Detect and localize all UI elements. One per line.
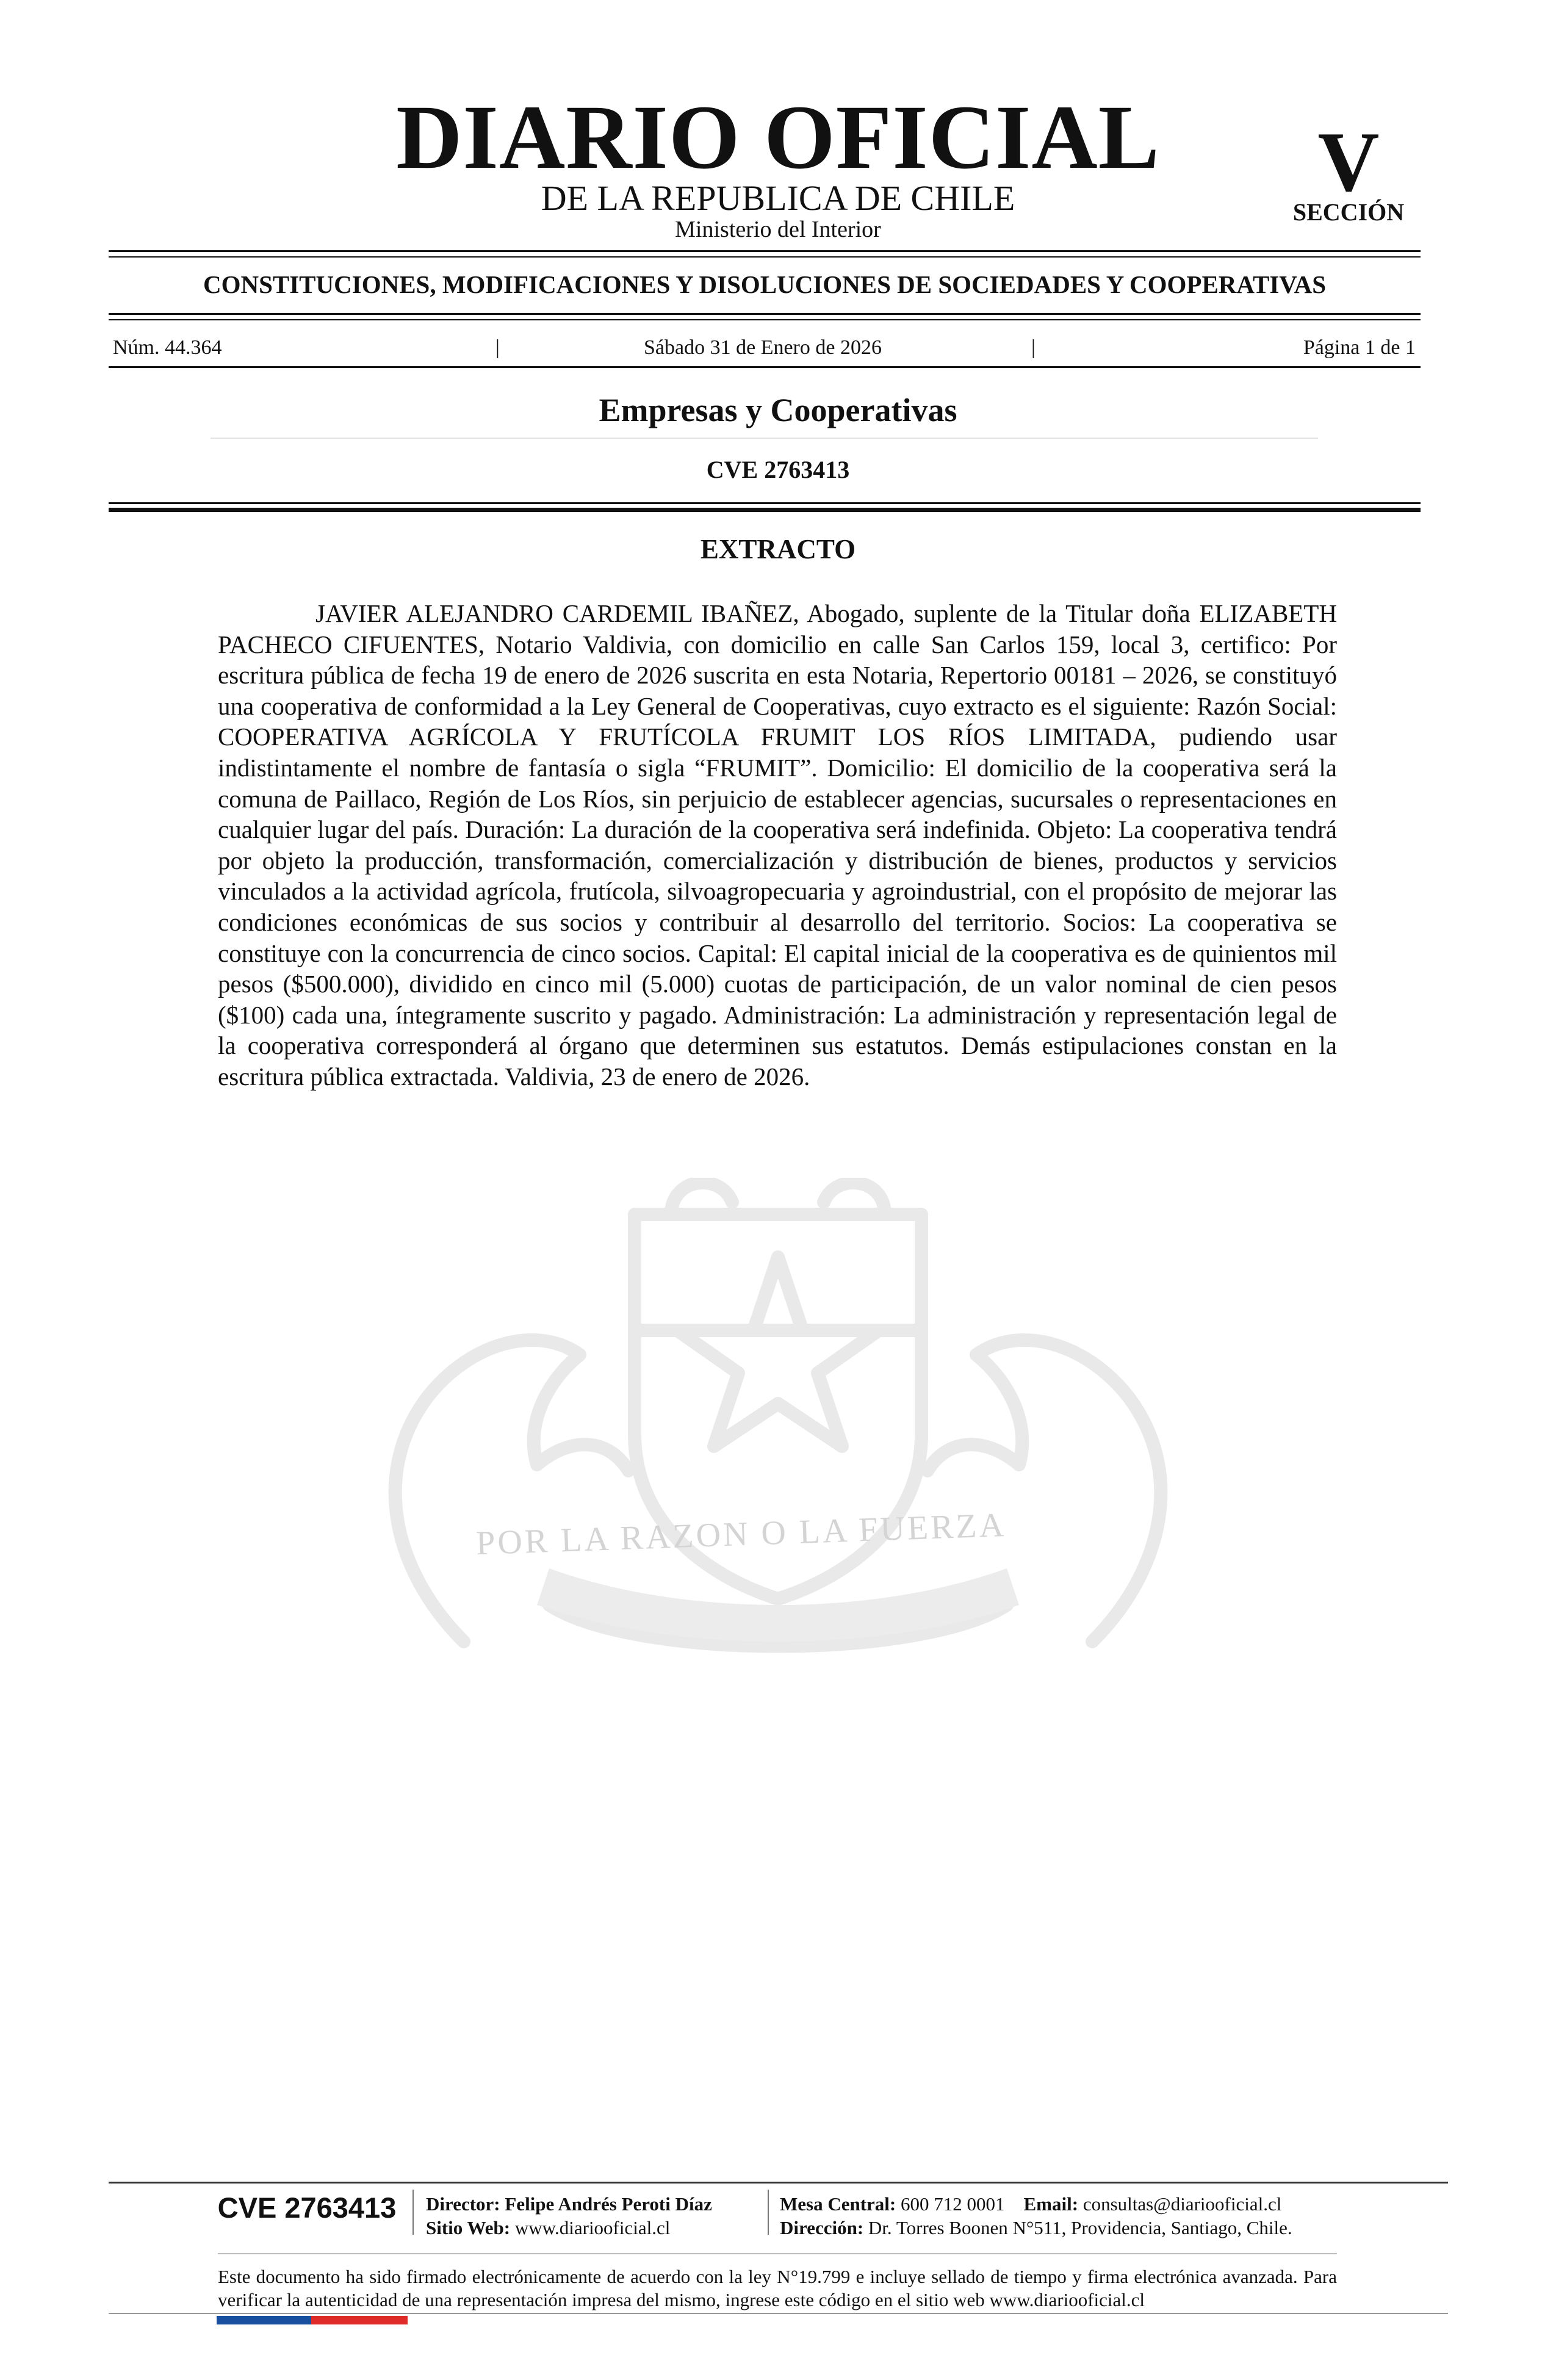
flag-stripe-red [311, 2316, 408, 2324]
section-letter: V [1317, 115, 1380, 209]
meta-divider [109, 366, 1421, 368]
footer-cve-code: CVE 2763413 [217, 2191, 397, 2224]
footer-website-link[interactable]: www.diariooficial.cl [514, 2217, 671, 2238]
ministry-label: Ministerio del Interior [675, 217, 881, 242]
watermark-motto: POR LA RAZON O LA FUERZA [475, 1506, 1007, 1563]
newspaper-title: DIARIO OFICIAL [396, 87, 1160, 188]
issue-number: Núm. 44.364 [113, 336, 222, 359]
document-heading: EXTRACTO [700, 534, 856, 564]
section-label: SECCIÓN [1292, 198, 1405, 226]
document-body: JAVIER ALEJANDRO CARDEMIL IBAÑEZ, Abogado, suplente de la Titular doña ELIZABETH PACHECO CIFUENTES, Notario Valdivia, con domicilio en calle San Carlos 159, local 3, certifico: Por escritura pública de fecha 19 de enero de 2026 suscrita en esta Notaria, Repertorio 00181 – 2026, se constituyó una cooperativa de conformidad a la Ley General de Cooperativas, cuyo extracto es el siguiente: Razón Social: COOPERATIVA AGRÍCOLA Y FRUTÍCOLA FRUMIT LOS RÍOS LIMITADA, pudiendo usar indistintamente el nombre de fantasía o sigla “FRUMIT”. Domicilio: El domicilio de la cooperativa será la comuna de Paillaco, Región de Los Ríos, sin perjuicio de establecer agencias, sucursales o representaciones en cualquier lugar del país. Duración: La duración de la cooperativa será indefinida. Objeto: La cooperativa tendrá por objeto la producción, transformación, comercialización y distribución de bienes, productos y servicios vinculados a la actividad agrícola, frutícola, silvoagropecuaria y agroindustrial, con el propósito de mejorar las condiciones económicas de sus socios y contribuir al desarrollo del territorio. Socios: La cooperativa se constituye con la concurrencia de cinco socios. Capital: El capital inicial de la cooperativa es de quinientos mil pesos ($500.000), dividido en cinco mil (5.000) cuotas de participación, de un valor nominal de cien pesos ($100) cada una, íntegramente suscrito y pagado. Administración: La administración y representación legal de la cooperativa corresponderá al órgano que determinen sus estatutos. Demás estipulaciones constan en la escritura pública extractada. Valdivia, 23 de enero de 2026. [218, 599, 1337, 1091]
meta-separator: | [1031, 336, 1036, 359]
footer-top-rule [109, 2182, 1448, 2183]
flag-stripe-blue [217, 2316, 311, 2324]
cve-code: CVE 2763413 [706, 456, 850, 483]
footer-email-link[interactable]: consultas@diariooficial.cl [1082, 2193, 1282, 2215]
cve-divider [109, 502, 1421, 504]
footer-inner-rule [218, 2253, 1337, 2254]
category-divider [109, 319, 1421, 320]
footer-address: Dirección: Dr. Torres Boonen N°511, Providencia, Santiago, Chile. [780, 2217, 1292, 2238]
coat-of-arms-icon [207, 1178, 1349, 1678]
signature-note: Este documento ha sido firmado electrónicamente de acuerdo con la ley N°19.799 e incluye sellado de tiempo y firma electrónica avanzada. Para verificar la autenticidad de una representación impresa del mismo, ingrese este código en el sitio web www.diariooficial.cl [218, 2266, 1337, 2310]
section-title-underline [211, 438, 1318, 439]
meta-separator: | [495, 336, 500, 359]
category-divider [109, 313, 1421, 315]
newspaper-subtitle: DE LA REPUBLICA DE CHILE [541, 178, 1015, 218]
category-title: CONSTITUCIONES, MODIFICACIONES Y DISOLUCIONES DE SOCIEDADES Y COOPERATIVAS [203, 270, 1327, 298]
header-divider [109, 250, 1421, 252]
footer-bottom-rule [109, 2313, 1448, 2314]
footer-website: Sitio Web: www.diariooficial.cl [426, 2217, 671, 2238]
footer-separator [412, 2190, 414, 2235]
footer-separator [768, 2190, 769, 2235]
issue-date: Sábado 31 de Enero de 2026 [644, 336, 882, 359]
page-count: Página 1 de 1 [1303, 336, 1416, 359]
cve-divider-thick [109, 508, 1421, 512]
section-title: Empresas y Cooperativas [599, 392, 957, 428]
footer-contact: Mesa Central: 600 712 0001 Email: consultas@diariooficial.cl [780, 2193, 1282, 2215]
footer-director: Director: Felipe Andrés Peroti Díaz [426, 2193, 712, 2215]
header-divider [109, 256, 1421, 258]
